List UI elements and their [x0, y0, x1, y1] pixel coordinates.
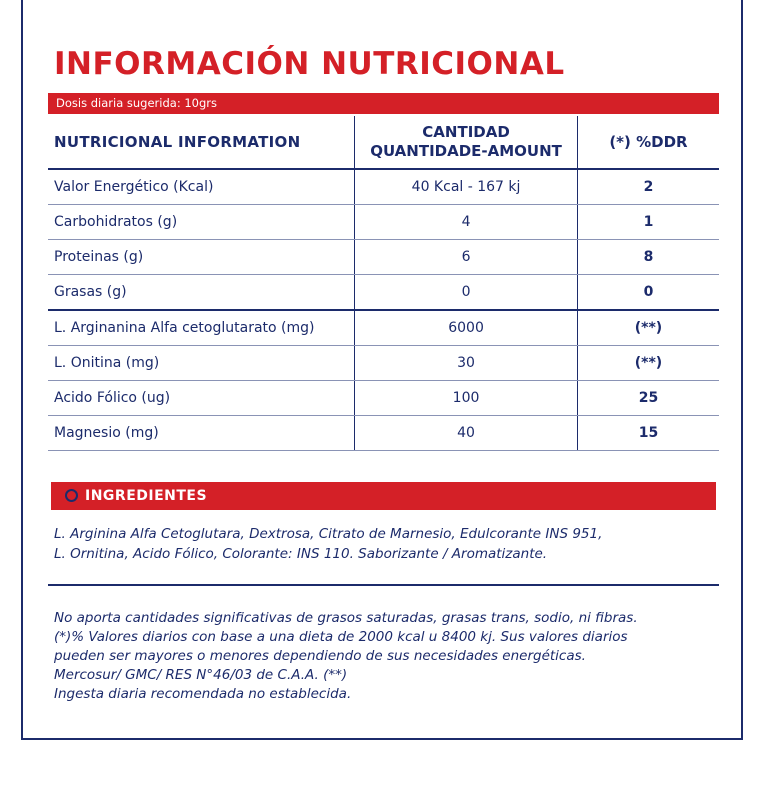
footnote-line: Mercosur/ GMC/ RES N°46/03 de C.A.A. (**) [54, 667, 348, 683]
nutrient-amount: 6 [355, 240, 578, 275]
header-amount-line2: QUANTIDADE-AMOUNT [370, 142, 562, 160]
nutrient-name: Grasas (g) [48, 275, 355, 311]
table-row [48, 275, 719, 311]
nutrient-amount: 4 [355, 205, 578, 240]
header-ddr: (*) %DDR [577, 116, 719, 169]
ingredients-banner [51, 482, 716, 510]
nutrient-name: Carbohidratos (g) [48, 205, 355, 240]
table-row [48, 240, 719, 275]
table-row [48, 205, 719, 240]
nutrient-name: Proteinas (g) [48, 240, 355, 275]
nutrient-ddr: 0 [577, 275, 719, 311]
header-amount [355, 116, 578, 169]
ingredients-text [54, 524, 704, 564]
table-row [48, 169, 719, 205]
ingredients-line: L. Arginina Alfa Cetoglutara, Dextrosa, Citrato de Marnesio, Edulcorante INS 951, [54, 526, 603, 542]
nutrient-amount: 6000 [355, 310, 578, 346]
nutrient-name: L. Onitina (mg) [48, 346, 355, 381]
nutrient-ddr: 8 [577, 240, 719, 275]
footnotes [54, 609, 726, 704]
nutrient-amount: 30 [355, 346, 578, 381]
footnote-line: Ingesta diaria recomendada no establecida. [54, 686, 352, 702]
nutrient-name: L. Arginanina Alfa cetoglutarato (mg) [48, 310, 355, 346]
nutrient-ddr: 15 [577, 416, 719, 451]
footnote-line: No aporta cantidades significativas de grasos saturadas, grasas trans, sodio, ni fibras. [54, 610, 638, 626]
table-header-row [48, 116, 719, 169]
table-row [48, 346, 719, 381]
nutrition-table [48, 116, 719, 451]
nutrient-amount: 0 [355, 275, 578, 311]
nutrient-name: Valor Energético (Kcal) [48, 169, 355, 205]
section-divider [48, 584, 719, 586]
table-row [48, 381, 719, 416]
page-title: INFORMACIÓN NUTRICIONAL [54, 46, 565, 82]
ingredients-label: INGREDIENTES [85, 488, 208, 504]
nutrient-name: Acido Fólico (ug) [48, 381, 355, 416]
header-amount-line1: CANTIDAD [422, 123, 510, 141]
nutrient-ddr: (**) [577, 310, 719, 346]
nutrient-ddr: 1 [577, 205, 719, 240]
ingredients-line: L. Ornitina, Acido Fólico, Colorante: INS 110. Saborizante / Aromatizante. [54, 546, 548, 562]
table-row [48, 310, 719, 346]
bullet-circle-icon [65, 489, 78, 502]
dose-banner [48, 93, 719, 114]
nutrient-amount: 40 Kcal - 167 kj [355, 169, 578, 205]
nutrient-ddr: 2 [577, 169, 719, 205]
nutrient-name: Magnesio (mg) [48, 416, 355, 451]
dose-text: Dosis diaria sugerida: 10grs [56, 96, 217, 110]
nutrient-amount: 100 [355, 381, 578, 416]
footnote-line: pueden ser mayores o menores dependiendo de sus necesidades energéticas. [54, 648, 586, 664]
nutrient-amount: 40 [355, 416, 578, 451]
header-nutritional-information: NUTRICIONAL INFORMATION [54, 133, 301, 151]
nutrient-ddr: (**) [577, 346, 719, 381]
nutrient-ddr: 25 [577, 381, 719, 416]
table-row [48, 416, 719, 451]
footnote-line: (*)% Valores diarios con base a una dieta de 2000 kcal u 8400 kj. Sus valores diarios [54, 629, 628, 645]
